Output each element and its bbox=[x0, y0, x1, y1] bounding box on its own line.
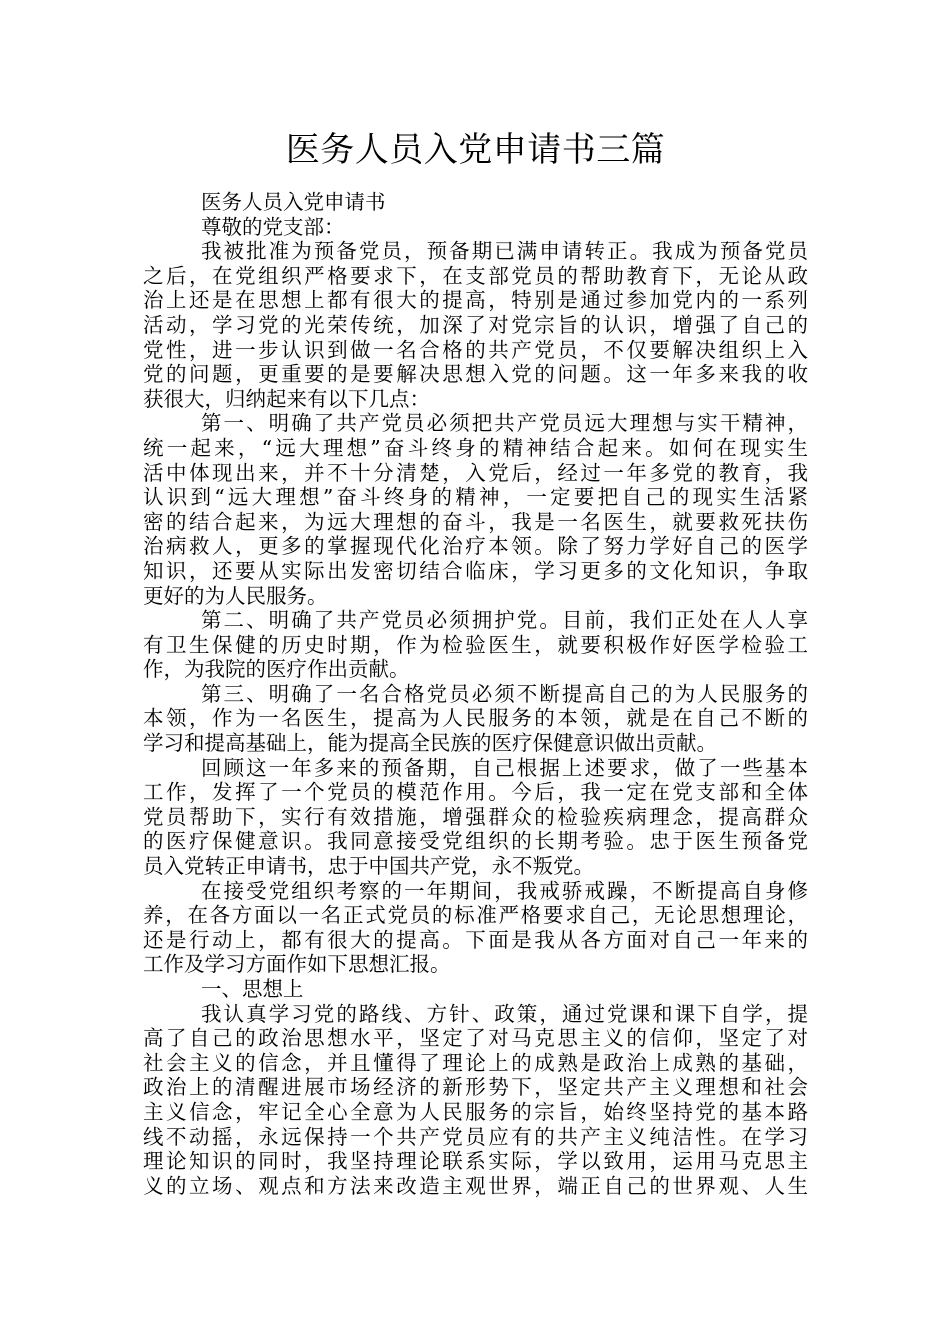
document-page bbox=[143, 128, 808, 1198]
text-line: 更好的为人民服务。 bbox=[143, 583, 328, 608]
text-line: 第一、明确了共产党员必须把共产党员远大理想与实干精神， bbox=[201, 411, 808, 436]
text-line: 党员帮助下，实行有效措施，增强群众的检验疾病理念，提高群众 bbox=[143, 804, 808, 829]
text-line: 工作，发挥了一个党员的模范作用。今后，我一定在党支部和全体 bbox=[143, 780, 808, 805]
text-line: 第三、明确了一名合格党员必须不断提高自己的为人民服务的 bbox=[201, 681, 808, 706]
document-body bbox=[143, 190, 808, 1198]
text-line: 工作及学习方面作如下思想汇报。 bbox=[143, 952, 451, 977]
text-line: 线不动摇，永远保持一个共产党员应有的共产主义纯洁性。在学习 bbox=[143, 1124, 808, 1149]
text-line: 一、思想上 bbox=[201, 977, 304, 1001]
text-line: 社会主义的信念，并且懂得了理论上的成熟是政治上成熟的基础， bbox=[143, 1050, 808, 1075]
text-line: 党性，进一步认识到做一名合格的共产党员，不仅要解决组织上入 bbox=[143, 337, 808, 362]
text-line: 作，为我院的医疗作出贡献。 bbox=[143, 657, 410, 682]
text-line: 义的立场、观点和方法来改造主观世界，端正自己的世界观、人生 bbox=[143, 1173, 808, 1198]
text-line: 学习和提高基础上，能为提高全民族的医疗保健意识做出贡献。 bbox=[143, 731, 717, 756]
text-line: 我被批准为预备党员，预备期已满申请转正。我成为预备党员 bbox=[201, 239, 808, 264]
text-line: 有卫生保健的历史时期，作为检验医生，就要积极作好医学检验工 bbox=[143, 632, 808, 657]
text-line: 我认真学习党的路线、方针、政策，通过党课和课下自学，提 bbox=[201, 1001, 808, 1026]
text-line: 活动，学习党的光荣传统，加深了对党宗旨的认识，增强了自己的 bbox=[143, 312, 808, 337]
text-line: 高了自己的政治思想水平，坚定了对马克思主义的信仰，坚定了对 bbox=[143, 1026, 808, 1051]
document-title: 医务人员入党申请书三篇 bbox=[285, 130, 666, 170]
text-line: 活中体现出来，并不十分清楚，入党后，经过一年多党的教育，我 bbox=[143, 460, 808, 485]
text-line: 在接受党组织考察的一年期间，我戒骄戒躁，不断提高自身修 bbox=[201, 878, 808, 903]
text-line: 的医疗保健意识。我同意接受党组织的长期考验。忠于医生预备党 bbox=[143, 829, 808, 854]
text-line: 主义信念，牢记全心全意为人民服务的宗旨，始终坚持党的基本路 bbox=[143, 1099, 808, 1124]
text-line: 本领，作为一名医生，提高为人民服务的本领，就是在自己不断的 bbox=[143, 706, 808, 731]
text-line: 理论知识的同时，我坚持理论联系实际，学以致用，运用马克思主 bbox=[143, 1149, 808, 1174]
text-line: 认识到“远大理想”奋斗终身的精神，一定要把自己的现实生活紧 bbox=[143, 485, 808, 510]
text-line: 回顾这一年多来的预备期，自己根据上述要求，做了一些基本 bbox=[201, 755, 808, 780]
text-line: 党的问题，更重要的是要解决思想入党的问题。这一年多来我的收 bbox=[143, 362, 808, 387]
text-line: 政治上的清醒进展市场经济的新形势下，坚定共产主义理想和社会 bbox=[143, 1075, 808, 1100]
text-line: 治上还是在思想上都有很大的提高，特别是通过参加党内的一系列 bbox=[143, 288, 808, 313]
text-line: 养，在各方面以一名正式党员的标准严格要求自己，无论思想理论， bbox=[143, 903, 808, 928]
text-line: 统一起来，“远大理想”奋斗终身的精神结合起来。如何在现实生 bbox=[143, 435, 808, 460]
text-line: 医务人员入党申请书 bbox=[201, 190, 386, 214]
text-line: 获很大，归纳起来有以下几点： bbox=[143, 386, 430, 411]
text-line: 知识，还要从实际出发密切结合临床，学习更多的文化知识，争取 bbox=[143, 558, 808, 583]
text-line: 密的结合起来，为远大理想的奋斗，我是一名医生，就要救死扶伤 bbox=[143, 509, 808, 534]
text-line: 第二、明确了共产党员必须拥护党。目前，我们正处在人人享 bbox=[201, 608, 808, 633]
text-line: 尊敬的党支部： bbox=[201, 214, 345, 239]
text-line: 治病救人，更多的掌握现代化治疗本领。除了努力学好自己的医学 bbox=[143, 534, 808, 559]
text-line: 员入党转正申请书，忠于中国共产党，永不叛党。 bbox=[143, 854, 594, 879]
text-line: 还是行动上，都有很大的提高。下面是我从各方面对自己一年来的 bbox=[143, 927, 808, 952]
text-line: 之后，在党组织严格要求下，在支部党员的帮助教育下，无论从政 bbox=[143, 263, 808, 288]
